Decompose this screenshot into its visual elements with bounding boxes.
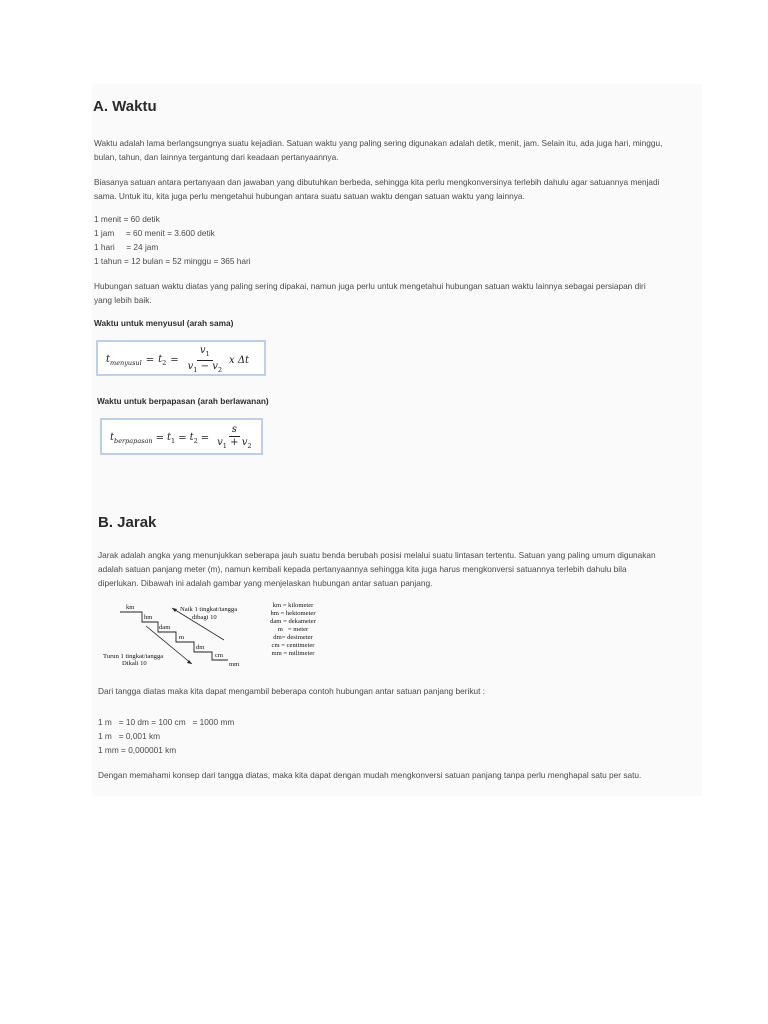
jarak-paragraph-1-line-3: diperlukan. Dibawah ini adalah gambar yang menjelaskan hubungan antar satuan panjang.: [98, 578, 433, 588]
conversion-line: 1 mm = 0,000001 km: [98, 745, 177, 755]
waktu-paragraph-2-line-2: sama. Untuk itu, kita juga perlu mengetahui hubungan antara suatu satuan waktu dengan satuan waktu yang lainnya.: [94, 191, 525, 201]
waktu-paragraph-2-line-1: Biasanya satuan antara pertanyaan dan jawaban yang dibutuhkan berbeda, sehingga kita perlu mengkonversinya terlebih dahulu agar satuannya menjadi: [94, 177, 660, 187]
fraction: $\frac{v_1}{v_1 - v_2}$: [187, 344, 222, 374]
step-label: hm: [144, 614, 153, 621]
naik-label: dibagi 10: [192, 614, 217, 621]
section-heading-jarak: B. Jarak: [98, 514, 157, 531]
formula-berpapasan: $t_{berpapasan}$ = $t_1$ = $t_2$ = $\frac{s}{v_1 + v_2}$: [100, 418, 263, 455]
fraction: $\frac{s}{v_1 + v_2}$: [217, 424, 252, 450]
turun-label: Turun 1 tingkat/tangga: [103, 653, 164, 660]
subheading-berpapasan: Waktu untuk berpapasan (arah berlawanan): [97, 396, 269, 406]
naik-label: Naik 1 tingkat/tangga: [180, 606, 238, 613]
legend-entry: hm = hektometer: [270, 610, 316, 617]
waktu-paragraph-1-line-1: Waktu adalah lama berlangsungnya suatu kejadian. Satuan waktu yang paling sering digunakan adalah detik, menit, jam. Selain itu, ada juga hari, minggu,: [94, 138, 663, 148]
legend-entry: m = meter: [277, 626, 309, 633]
waktu-paragraph-3-line-2: yang lebih baik.: [94, 295, 152, 305]
subheading-menyusul: Waktu untuk menyusul (arah sama): [94, 318, 234, 328]
legend-entry: dam = dekameter: [270, 618, 316, 625]
legend-entry: dm= desimeter: [273, 634, 313, 641]
arrow-up-head: [172, 608, 177, 612]
legend-entry: cm = centimeter: [271, 642, 315, 649]
jarak-paragraph-3: Dengan memahami konsep dari tangga diatas, maka kita dapat dengan mudah mengkonversi satuan panjang tanpa perlu menghapal satu per satu.: [98, 770, 642, 780]
conversion-line: 1 m = 0,001 km: [98, 731, 161, 741]
formula-menyusul: $t_{menyusul}$ = $t_2$ = $\frac{v_1}{v_1 - v_2}$ x Δt: [96, 340, 266, 376]
unit-staircase-diagram: [100, 600, 260, 670]
step-label: km: [126, 604, 135, 611]
conversion-line: 1 m = 10 dm = 100 cm = 1000 mm: [98, 717, 235, 727]
conversion-line: 1 menit = 60 detik: [94, 214, 160, 224]
jarak-paragraph-1-line-1: Jarak adalah angka yang menunjukkan seberapa jauh suatu benda berubah posisi melalui suatu lintasan tertentu. Satuan yang paling umum digunakan: [98, 550, 656, 560]
turun-label: Dikali 10: [122, 660, 147, 667]
step-label: cm: [215, 652, 224, 659]
conversion-line: 1 jam = 60 menit = 3.600 detik: [94, 228, 215, 238]
jarak-paragraph-2: Dari tangga diatas maka kita dapat mengambil beberapa contoh hubungan antar satuan panjang berikut :: [98, 686, 485, 696]
unit-legend: [262, 602, 324, 658]
waktu-paragraph-3-line-1: Hubungan satuan waktu diatas yang paling sering dipakai, namun juga perlu untuk mengetahui hubungan satuan waktu lainnya sebagai persiapan diri: [94, 281, 646, 291]
jarak-paragraph-1-line-2: adalah satuan panjang meter (m), namun kembali kepada pertanyaannya sehingga kita juga harus mengkonversi satuannya terlebih dahulu bila: [98, 564, 627, 574]
legend-entry: mm = milimeter: [271, 650, 315, 657]
step-label: dam: [159, 624, 171, 631]
step-label: m: [179, 634, 185, 641]
step-label: dm: [196, 644, 205, 651]
conversion-line: 1 tahun = 12 bulan = 52 minggu = 365 hari: [94, 256, 251, 266]
section-heading-waktu: A. Waktu: [93, 98, 157, 115]
step-label: mm: [229, 661, 240, 668]
waktu-paragraph-1-line-2: bulan, tahun, dan lainnya tergantung dari keadaan pertanyaannya.: [94, 152, 339, 162]
legend-entry: km = kilometer: [272, 602, 314, 609]
conversion-line: 1 hari = 24 jam: [94, 242, 159, 252]
